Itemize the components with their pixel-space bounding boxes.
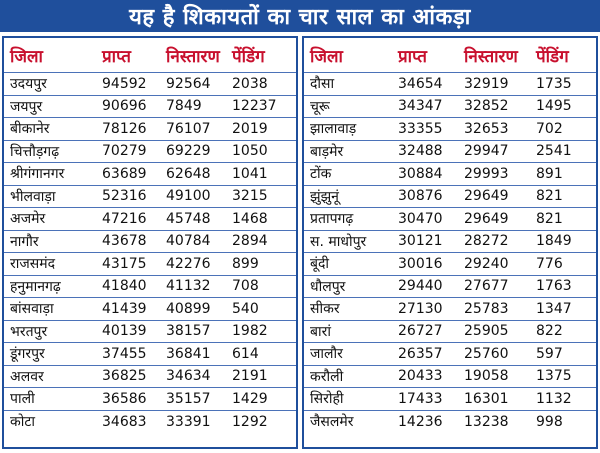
resolved-cell: 13238 — [464, 413, 509, 430]
district-cell: झालावाड़ — [310, 121, 357, 138]
table-row — [4, 96, 296, 119]
received-cell: 36825 — [102, 368, 147, 385]
table-row — [304, 96, 596, 119]
header-received: प्राप्त — [398, 46, 428, 67]
received-cell: 26727 — [398, 323, 443, 340]
header-received: प्राप्त — [102, 46, 132, 67]
resolved-cell: 36841 — [166, 345, 211, 362]
header-pending: पेंडिंग — [232, 46, 265, 67]
table-row — [304, 208, 596, 231]
pending-cell: 1041 — [232, 165, 268, 182]
pending-cell: 540 — [232, 300, 259, 317]
received-cell: 70279 — [102, 143, 147, 160]
pending-cell: 3215 — [232, 188, 268, 205]
district-cell: सीकर — [310, 301, 340, 318]
resolved-cell: 40899 — [166, 300, 211, 317]
district-cell: धौलपुर — [310, 278, 346, 295]
received-cell: 20433 — [398, 368, 443, 385]
pending-cell: 776 — [536, 255, 563, 272]
pending-cell: 1735 — [536, 75, 572, 92]
received-cell: 30876 — [398, 188, 443, 205]
table-row — [4, 366, 296, 389]
district-cell: पाली — [10, 391, 35, 408]
resolved-cell: 7849 — [166, 98, 202, 115]
resolved-cell: 29993 — [464, 165, 509, 182]
right-table — [302, 36, 598, 449]
right-table-body — [304, 73, 596, 433]
header-resolved: निस्तारण — [166, 46, 220, 67]
received-cell: 78126 — [102, 120, 147, 137]
pending-cell: 702 — [536, 120, 563, 137]
pending-cell: 12237 — [232, 98, 277, 115]
received-cell: 34654 — [398, 75, 443, 92]
district-cell: चित्तौड़गढ़ — [10, 143, 60, 160]
resolved-cell: 25905 — [464, 323, 509, 340]
header-district: जिला — [310, 46, 343, 67]
pending-cell: 1347 — [536, 300, 572, 317]
resolved-cell: 25783 — [464, 300, 509, 317]
pending-cell: 2541 — [536, 143, 572, 160]
resolved-cell: 32852 — [464, 98, 509, 115]
district-cell: दौसा — [310, 76, 335, 93]
district-cell: जैसलमेर — [310, 414, 354, 431]
header-district: जिला — [10, 46, 43, 67]
table-row — [304, 231, 596, 254]
resolved-cell: 33391 — [166, 413, 211, 430]
pending-cell: 1982 — [232, 323, 268, 340]
table-row — [4, 388, 296, 411]
district-cell: झुंझुनूं — [310, 188, 339, 205]
received-cell: 47216 — [102, 210, 147, 227]
table-row — [304, 321, 596, 344]
received-cell: 43175 — [102, 255, 147, 272]
resolved-cell: 16301 — [464, 390, 509, 407]
pending-cell: 891 — [536, 165, 563, 182]
resolved-cell: 29240 — [464, 255, 509, 272]
table-row — [304, 118, 596, 141]
table-row — [4, 208, 296, 231]
table-row — [4, 141, 296, 164]
table-header — [304, 38, 596, 73]
pending-cell: 1468 — [232, 210, 268, 227]
resolved-cell: 42276 — [166, 255, 211, 272]
received-cell: 30016 — [398, 255, 443, 272]
table-row — [304, 366, 596, 389]
table-row — [304, 343, 596, 366]
resolved-cell: 29649 — [464, 188, 509, 205]
left-table — [2, 36, 298, 449]
pending-cell: 1375 — [536, 368, 572, 385]
district-cell: अलवर — [10, 368, 44, 385]
resolved-cell: 29649 — [464, 210, 509, 227]
district-cell: नागौर — [10, 233, 39, 250]
pending-cell: 1849 — [536, 233, 572, 250]
table-row — [4, 253, 296, 276]
pending-cell: 597 — [536, 345, 563, 362]
table-row — [304, 411, 596, 434]
received-cell: 30884 — [398, 165, 443, 182]
received-cell: 34683 — [102, 413, 147, 430]
district-cell: श्रीगंगानगर — [10, 166, 65, 183]
resolved-cell: 32653 — [464, 120, 509, 137]
table-row — [4, 118, 296, 141]
table-row — [4, 186, 296, 209]
district-cell: स. माधोपुर — [310, 233, 367, 250]
received-cell: 41439 — [102, 300, 147, 317]
header-resolved: निस्तारण — [464, 46, 518, 67]
district-cell: हनुमानगढ़ — [10, 278, 61, 295]
district-cell: भरतपुर — [10, 323, 48, 340]
resolved-cell: 92564 — [166, 75, 211, 92]
page-title: यह है शिकायतों का चार साल का आंकड़ा — [0, 0, 600, 32]
resolved-cell: 69229 — [166, 143, 211, 160]
district-cell: बूंदी — [310, 256, 330, 273]
table-row — [304, 276, 596, 299]
resolved-cell: 49100 — [166, 188, 211, 205]
pending-cell: 899 — [232, 255, 259, 272]
pending-cell: 2038 — [232, 75, 268, 92]
district-cell: कोटा — [10, 414, 36, 431]
received-cell: 52316 — [102, 188, 147, 205]
district-cell: चूरू — [310, 98, 330, 115]
table-row — [304, 73, 596, 96]
resolved-cell: 28272 — [464, 233, 509, 250]
received-cell: 30470 — [398, 210, 443, 227]
received-cell: 36586 — [102, 390, 147, 407]
received-cell: 90696 — [102, 98, 147, 115]
resolved-cell: 32919 — [464, 75, 509, 92]
resolved-cell: 25760 — [464, 345, 509, 362]
received-cell: 41840 — [102, 278, 147, 295]
pending-cell: 1763 — [536, 278, 572, 295]
table-row — [304, 298, 596, 321]
received-cell: 27130 — [398, 300, 443, 317]
pending-cell: 821 — [536, 188, 563, 205]
received-cell: 14236 — [398, 413, 443, 430]
received-cell: 30121 — [398, 233, 443, 250]
received-cell: 94592 — [102, 75, 147, 92]
resolved-cell: 34634 — [166, 368, 211, 385]
resolved-cell: 62648 — [166, 165, 211, 182]
resolved-cell: 29947 — [464, 143, 509, 160]
table-row — [4, 298, 296, 321]
table-row — [4, 276, 296, 299]
resolved-cell: 27677 — [464, 278, 509, 295]
received-cell: 63689 — [102, 165, 147, 182]
pending-cell: 2894 — [232, 233, 268, 250]
district-cell: बांसवाड़ा — [10, 301, 54, 318]
table-row — [4, 163, 296, 186]
left-table-body — [4, 73, 296, 433]
table-row — [4, 73, 296, 96]
table-row — [4, 343, 296, 366]
table-row — [304, 253, 596, 276]
received-cell: 37455 — [102, 345, 147, 362]
received-cell: 32488 — [398, 143, 443, 160]
table-row — [304, 163, 596, 186]
pending-cell: 822 — [536, 323, 563, 340]
district-cell: भीलवाड़ा — [10, 188, 56, 205]
pending-cell: 1429 — [232, 390, 268, 407]
table-header — [4, 38, 296, 73]
received-cell: 40139 — [102, 323, 147, 340]
district-cell: उदयपुर — [10, 76, 47, 93]
pending-cell: 1050 — [232, 143, 268, 160]
pending-cell: 2191 — [232, 368, 268, 385]
resolved-cell: 35157 — [166, 390, 211, 407]
table-row — [4, 231, 296, 254]
received-cell: 33355 — [398, 120, 443, 137]
table-row — [304, 388, 596, 411]
district-cell: सिरोही — [310, 391, 344, 408]
resolved-cell: 19058 — [464, 368, 509, 385]
resolved-cell: 40784 — [166, 233, 211, 250]
pending-cell: 708 — [232, 278, 259, 295]
table-row — [4, 411, 296, 434]
district-cell: बाड़मेर — [310, 143, 344, 160]
district-cell: जालौर — [310, 346, 343, 363]
table-row — [4, 321, 296, 344]
received-cell: 29440 — [398, 278, 443, 295]
received-cell: 43678 — [102, 233, 147, 250]
pending-cell: 821 — [536, 210, 563, 227]
pending-cell: 998 — [536, 413, 563, 430]
received-cell: 26357 — [398, 345, 443, 362]
pending-cell: 1495 — [536, 98, 572, 115]
district-cell: बारां — [310, 323, 331, 340]
pending-cell: 1292 — [232, 413, 268, 430]
district-cell: अजमेर — [10, 211, 46, 228]
received-cell: 17433 — [398, 390, 443, 407]
district-cell: डूंगरपुर — [10, 346, 45, 363]
district-cell: राजसमंद — [10, 256, 56, 273]
pending-cell: 1132 — [536, 390, 572, 407]
resolved-cell: 45748 — [166, 210, 211, 227]
district-cell: टोंक — [310, 166, 332, 183]
district-cell: करौली — [310, 368, 344, 385]
district-cell: प्रतापगढ़ — [310, 211, 354, 228]
district-cell: बीकानेर — [10, 121, 50, 138]
resolved-cell: 38157 — [166, 323, 211, 340]
header-pending: पेंडिंग — [536, 46, 569, 67]
resolved-cell: 41132 — [166, 278, 211, 295]
district-cell: जयपुर — [10, 98, 43, 115]
received-cell: 34347 — [398, 98, 443, 115]
resolved-cell: 76107 — [166, 120, 211, 137]
pending-cell: 614 — [232, 345, 259, 362]
table-row — [304, 186, 596, 209]
pending-cell: 2019 — [232, 120, 268, 137]
table-row — [304, 141, 596, 164]
